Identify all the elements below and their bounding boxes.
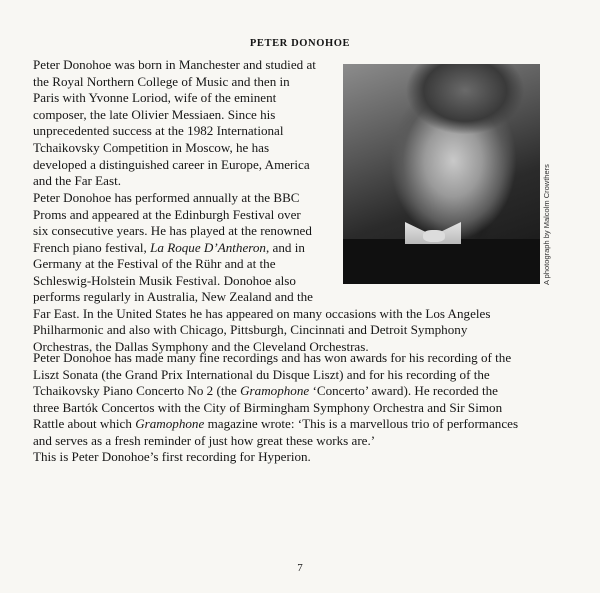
page-number: 7 bbox=[297, 562, 303, 574]
text-line: Peter Donohoe has made many fine recordings and has won awards for his recording of the bbox=[33, 350, 512, 365]
biography-paragraph-2-continued bbox=[33, 289, 573, 355]
text-line: the Royal Northern College of Music and then in bbox=[33, 73, 290, 89]
text-line: six consecutive years. He has played at the renowned bbox=[33, 223, 312, 239]
text-fragment: magazine wrote: ‘This is a marvellous trio of performances bbox=[204, 416, 519, 432]
text-line: and serves as a fresh reminder of just how great these works are.’ bbox=[33, 432, 376, 448]
text-line: and the Far East. bbox=[33, 173, 121, 189]
festival-title: La Roque D’Antheron bbox=[150, 239, 266, 255]
text-line: performs regularly in Australia, New Zealand and the bbox=[33, 289, 313, 304]
text-line: Far East. In the United States he has appeared on many occasions with the Los Angeles bbox=[33, 305, 491, 321]
photo-jacket bbox=[343, 239, 540, 284]
text-line: Peter Donohoe has performed annually at the BBC bbox=[33, 190, 300, 205]
magazine-title: Gramophone bbox=[135, 416, 205, 432]
section-heading: PETER DONOHOE bbox=[249, 38, 351, 49]
biography-paragraph-4: This is Peter Donohoe’s first recording for Hyperion. bbox=[33, 449, 311, 464]
text-line: Schleswig-Holstein Musik Festival. Donohoe also bbox=[33, 272, 296, 288]
photo-credit: A photograph by Malcolm Crowthers bbox=[542, 164, 551, 285]
text-line: composer, the late Olivier Messiaen. Since his bbox=[33, 106, 276, 122]
text-line: three Bartók Concertos with the City of Birmingham Symphony Orchestra and Sir Simon bbox=[33, 399, 503, 415]
magazine-title: Gramophone bbox=[240, 383, 310, 399]
portrait-photo bbox=[343, 64, 540, 284]
text-line: Proms and appeared at the Edinburgh Festival over bbox=[33, 206, 301, 222]
text-line bbox=[33, 383, 573, 400]
text-fragment: French piano festival, bbox=[33, 239, 151, 255]
text-line: unprecedented success at the 1982 International bbox=[33, 123, 284, 139]
biography-paragraph-2 bbox=[33, 190, 333, 290]
biography-paragraph-3 bbox=[33, 350, 573, 450]
text-line: Paris with Yvonne Loriod, wife of the eminent bbox=[33, 90, 277, 106]
text-line: Philharmonic and also with Chicago, Pittsburgh, Cincinnati and Detroit Symphony bbox=[33, 322, 468, 338]
text-line bbox=[33, 416, 573, 433]
text-fragment: , and in bbox=[265, 239, 305, 255]
text-fragment: Tchaikovsky Piano Concerto No 2 (the bbox=[33, 383, 241, 399]
text-line: Liszt Sonata (the Grand Prix International du Disque Liszt) and for his recording of the bbox=[33, 366, 490, 382]
text-line: Germany at the Festival of the Rühr and at the bbox=[33, 256, 276, 272]
photo-bow-tie bbox=[423, 230, 445, 242]
text-line bbox=[33, 240, 333, 257]
text-line: Tchaikovsky Competition in Moscow, he has bbox=[33, 139, 270, 155]
text-line: Orchestras, the Dallas Symphony and the Cleveland Orchestras. bbox=[33, 338, 369, 354]
text-line: developed a distinguished career in Europe, America bbox=[33, 156, 310, 172]
text-line: Peter Donohoe was born in Manchester and studied at bbox=[33, 57, 316, 72]
biography-paragraph-1 bbox=[33, 57, 333, 190]
text-fragment: ‘Concerto’ award). He recorded the bbox=[309, 383, 498, 399]
text-fragment: Rattle about which bbox=[33, 416, 136, 432]
